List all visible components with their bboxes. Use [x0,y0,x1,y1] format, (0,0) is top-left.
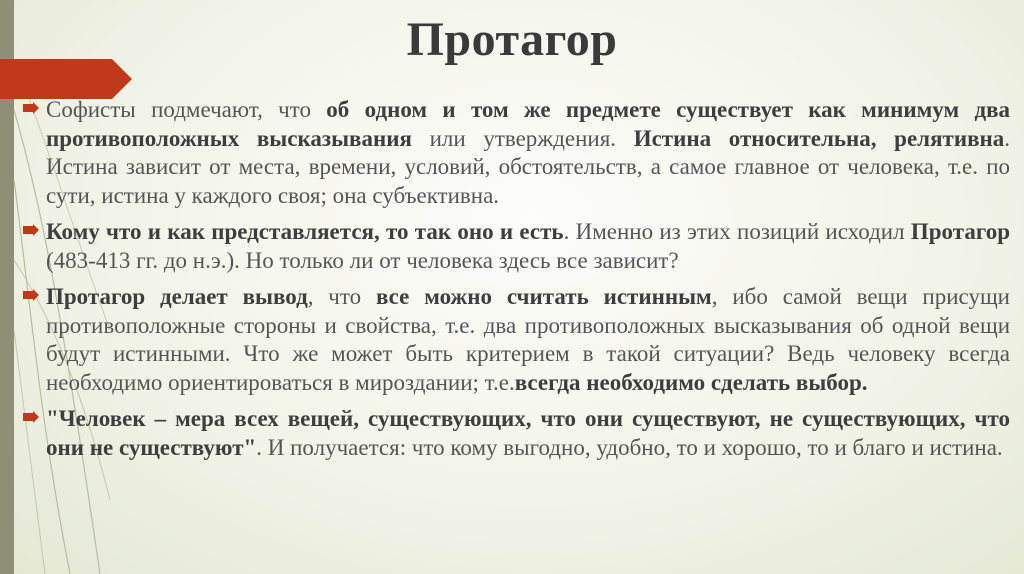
bullet-text: . Именно из этих позиций исходил [563,219,911,244]
bullet-text: Софисты подмечают, что [46,97,327,122]
bullet-conclusion [22,283,1010,397]
bullet-text: (483-413 гг. до н.э.). Но только ли от человека здесь все зависит? [46,247,679,273]
bullet-bold-text: всегда необходимо сделать выбор. [514,369,868,395]
bullet-text: , ибо самой вещи присущи противоположные стороны и свойства, т.е. два противоположных высказывания об одной вещи будут истинными. Что же может быть критерием в такой ситуации? Ведь человеку всегда необходимо ориентироваться в мироздании; т.е. [46,284,1010,395]
bullet-sophists [22,96,1010,210]
bullet-arrow-icon [23,287,39,303]
bullet-text: или утверждения. [411,125,634,151]
bullet-arrow-icon [23,100,39,116]
bullet-bold-text: об одном и том же предмете существует как минимум два противоположных высказывания [46,97,1010,151]
bullet-bold-text: Кому что и как представляется, то так оно и есть [46,219,564,244]
bullet-text: . Истина зависит от места, времени, условий, обстоятельств, а самое главное от человека, т.е. по сути, истина у каждого своя; она субъективна. [46,125,1010,208]
bullet-arrow-icon [23,409,39,425]
bullet-text: , что [307,284,376,309]
bullet-text: . И получается: что кому выгодно, удобно, то и хорошо, то и благо и истина. [256,434,1003,460]
bullet-bold-text: Протагор [910,219,1010,244]
slide-content [22,96,1010,462]
bullet-perception [22,218,1010,275]
bullet-man-measure [22,405,1010,462]
bullet-bold-text: Протагор делает вывод [46,284,308,309]
slide-title: Протагор [406,13,618,66]
bullet-bold-text: "Человек – мера всех вещей, существующих, что они существуют, не существующих, что они не существуют" [46,406,1010,460]
bullet-bold-text: Истина относительна, релятивна [633,125,1005,151]
bullet-arrow-icon [23,222,39,238]
bullet-bold-text: все можно считать истинным [375,284,712,309]
